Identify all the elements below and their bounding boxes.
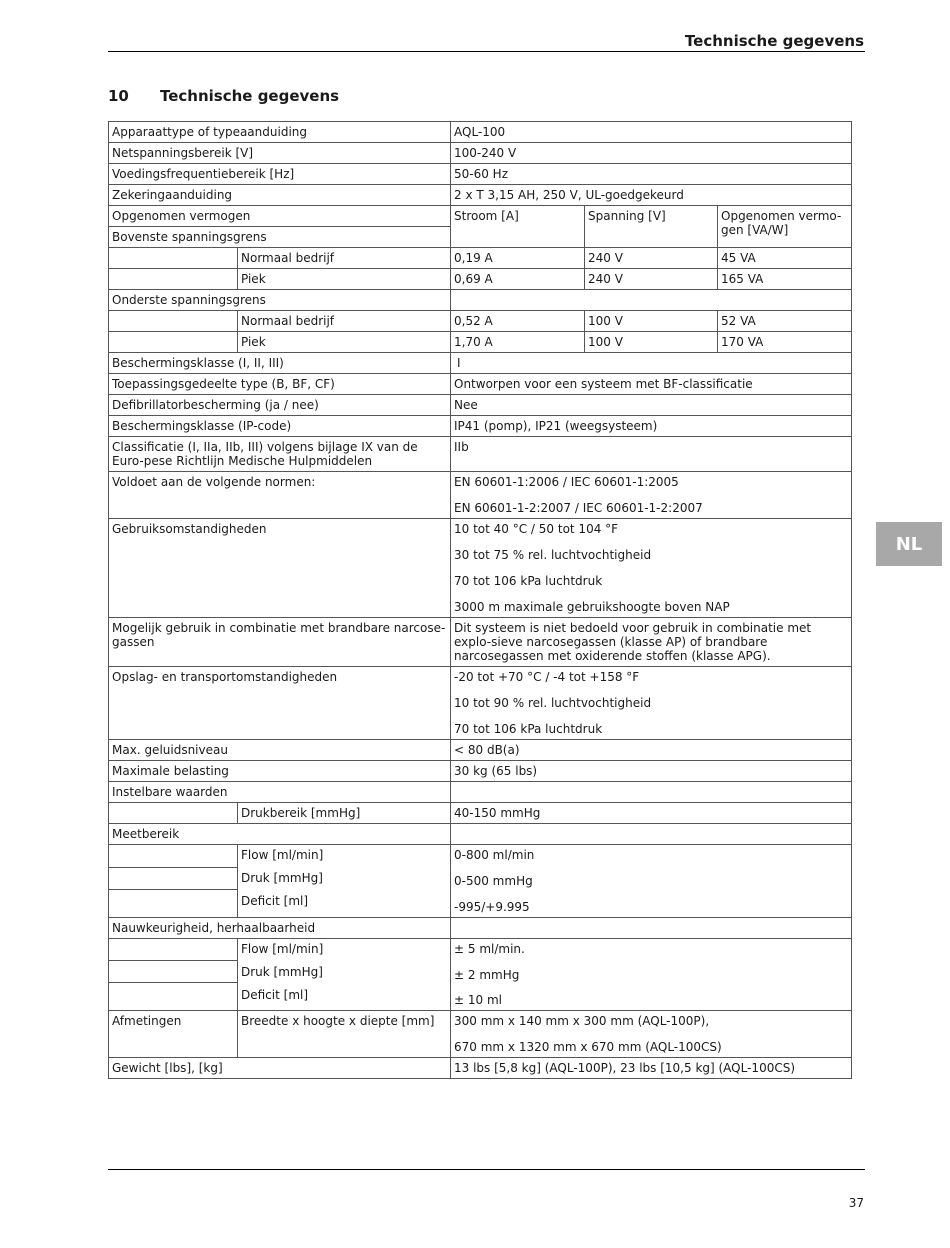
spec-value: 1,70 A [451, 332, 585, 353]
spec-label: Netspanningsbereik [V] [109, 143, 451, 164]
empty-cell [109, 803, 238, 824]
table-row [109, 143, 852, 164]
spec-value: 240 V [585, 248, 718, 269]
table-row [109, 824, 852, 845]
spec-value: 170 VA [718, 332, 852, 353]
spec-value: Nee [451, 395, 852, 416]
spec-value: IIb [451, 437, 852, 472]
spec-label: Meetbereik [109, 824, 451, 845]
section-title: Technische gegevens [160, 87, 340, 105]
spec-label: Afmetingen [109, 1011, 238, 1058]
spec-value: 52 VA [718, 311, 852, 332]
spec-label: Mogelijk gebruik in combinatie met brandbare narcose-gassen [109, 618, 451, 667]
spec-label: Classificatie (I, IIa, IIb, III) volgens bijlage IX van de Euro-pese Richtlijn Medische Hulpmiddelen [109, 437, 451, 472]
empty-cell [109, 961, 238, 983]
spec-value-group [451, 519, 852, 618]
spec-value: 45 VA [718, 248, 852, 269]
spec-sublabel: Flow [ml/min] [241, 942, 324, 956]
spec-sublabel: Deficit [ml] [241, 988, 309, 1002]
spec-label: Beschermingsklasse (IP-code) [109, 416, 451, 437]
spec-sublabel: Flow [ml/min] [241, 848, 324, 862]
spec-value: 13 lbs [5,8 kg] (AQL-100P), 23 lbs [10,5 kg] (AQL-100CS) [451, 1058, 852, 1079]
spec-label: Gewicht [lbs], [kg] [109, 1058, 451, 1079]
empty-cell [451, 918, 852, 939]
spec-value: Ontworpen voor een systeem met BF-classificatie [451, 374, 852, 395]
spec-sublabel: Breedte x hoogte x diepte [mm] [238, 1011, 451, 1058]
spec-value: IP41 (pomp), IP21 (weegsysteem) [451, 416, 852, 437]
spec-value-line: EN 60601-1-2:2007 / IEC 60601-1-2:2007 [454, 501, 703, 515]
spec-value-line: 70 tot 106 kPa luchtdruk [454, 722, 603, 736]
empty-cell [451, 782, 852, 803]
spec-value: 240 V [585, 269, 718, 290]
empty-cell [109, 867, 238, 890]
spec-label: Opslag- en transportomstandigheden [109, 667, 451, 740]
spec-label: Defibrillatorbescherming (ja / nee) [109, 395, 451, 416]
spec-label: Instelbare waarden [109, 782, 451, 803]
table-row [109, 164, 852, 185]
column-header-voltage: Spanning [V] [585, 206, 718, 248]
spec-value-group [451, 1011, 852, 1058]
spec-value-line: -995/+9.995 [454, 900, 530, 914]
spec-label: Opgenomen vermogen [109, 206, 451, 227]
spec-sublabel: Piek [238, 269, 451, 290]
spec-sublabel: Druk [mmHg] [241, 965, 323, 979]
table-row [109, 290, 852, 311]
empty-cell [109, 845, 238, 868]
language-tab: NL [876, 522, 942, 566]
empty-cell [109, 983, 238, 1011]
table-row [109, 472, 852, 519]
spec-label: Beschermingsklasse (I, II, III) [109, 353, 451, 374]
empty-cell [451, 290, 852, 311]
spec-value: 100 V [585, 332, 718, 353]
section-number: 10 [108, 87, 129, 105]
spec-sublabel: Drukbereik [mmHg] [238, 803, 451, 824]
table-row [109, 519, 852, 618]
spec-value: 2 x T 3,15 AH, 250 V, UL-goedgekeurd [451, 185, 852, 206]
spec-value-line: 3000 m maximale gebruikshoogte boven NAP [454, 600, 730, 614]
spec-label: Apparaattype of typeaanduiding [109, 122, 451, 143]
spec-sublabel: Druk [mmHg] [241, 871, 323, 885]
spec-value: 0,52 A [451, 311, 585, 332]
spec-value-line: 670 mm x 1320 mm x 670 mm (AQL-100CS) [454, 1040, 722, 1054]
table-row [109, 939, 852, 961]
table-row [109, 332, 852, 353]
column-header-power: Opgenomen vermo-gen [VA/W] [718, 206, 852, 248]
spec-value: < 80 dB(a) [451, 740, 852, 761]
spec-value: 40-150 mmHg [451, 803, 852, 824]
spec-value-group [451, 939, 852, 1011]
header-rule [108, 51, 865, 52]
table-row [109, 918, 852, 939]
table-row [109, 248, 852, 269]
spec-value: 100-240 V [451, 143, 852, 164]
spec-value: 50-60 Hz [451, 164, 852, 185]
spec-value: I [451, 353, 852, 374]
spec-label: Bovenste spanningsgrens [109, 227, 451, 248]
table-row [109, 122, 852, 143]
spec-sublabel: Normaal bedrijf [238, 248, 451, 269]
table-row [109, 1058, 852, 1079]
column-header-current: Stroom [A] [451, 206, 585, 248]
table-row [109, 206, 852, 227]
spec-value: AQL-100 [451, 122, 852, 143]
spec-value: 30 kg (65 lbs) [451, 761, 852, 782]
footer-rule [108, 1169, 865, 1170]
table-row [109, 845, 852, 868]
spec-value-line: ± 5 ml/min. [454, 942, 525, 956]
empty-cell [451, 824, 852, 845]
spec-value-group [451, 472, 852, 519]
spec-sublabel-group [238, 845, 451, 918]
table-row [109, 437, 852, 472]
table-row [109, 761, 852, 782]
empty-cell [109, 269, 238, 290]
table-row [109, 782, 852, 803]
table-row [109, 395, 852, 416]
spec-label: Zekeringaanduiding [109, 185, 451, 206]
table-row [109, 618, 852, 667]
spec-label: Gebruiksomstandigheden [109, 519, 451, 618]
table-row [109, 269, 852, 290]
spec-value: 0,19 A [451, 248, 585, 269]
spec-value-line: 30 tot 75 % rel. luchtvochtigheid [454, 548, 652, 562]
spec-label: Onderste spanningsgrens [109, 290, 451, 311]
table-row [109, 353, 852, 374]
table-row [109, 667, 852, 740]
empty-cell [109, 332, 238, 353]
running-header-title: Technische gegevens [684, 32, 864, 50]
spec-value-line: EN 60601-1:2006 / IEC 60601-1:2005 [454, 475, 679, 489]
table-row [109, 1011, 852, 1058]
empty-cell [109, 939, 238, 961]
empty-cell [109, 890, 238, 918]
spec-sublabel-group [238, 939, 451, 1011]
spec-label: Voldoet aan de volgende normen: [109, 472, 451, 519]
empty-cell [109, 248, 238, 269]
spec-label: Max. geluidsniveau [109, 740, 451, 761]
spec-value-line: ± 2 mmHg [454, 968, 520, 982]
table-row [109, 311, 852, 332]
table-row [109, 416, 852, 437]
specifications-table [108, 121, 852, 1079]
spec-value-group [451, 845, 852, 918]
empty-cell [109, 311, 238, 332]
spec-value-group [451, 667, 852, 740]
spec-value: Dit systeem is niet bedoeld voor gebruik in combinatie met explo-sieve narcosegassen (klasse AP) of brandbare narcosegassen met oxiderende stoffen (klasse APG). [451, 618, 852, 667]
spec-value-line: 70 tot 106 kPa luchtdruk [454, 574, 603, 588]
spec-label: Maximale belasting [109, 761, 451, 782]
spec-value: 0,69 A [451, 269, 585, 290]
spec-sublabel: Normaal bedrijf [238, 311, 451, 332]
spec-value-line: 300 mm x 140 mm x 300 mm (AQL-100P), [454, 1014, 710, 1028]
table-row [109, 740, 852, 761]
spec-sublabel: Deficit [ml] [241, 894, 309, 908]
spec-value: 100 V [585, 311, 718, 332]
spec-label: Voedingsfrequentiebereik [Hz] [109, 164, 451, 185]
spec-sublabel: Piek [238, 332, 451, 353]
spec-label: Toepassingsgedeelte type (B, BF, CF) [109, 374, 451, 395]
table-row [109, 803, 852, 824]
spec-value-line: 0-800 ml/min [454, 848, 535, 862]
spec-value: 165 VA [718, 269, 852, 290]
spec-value-line: 10 tot 40 °C / 50 tot 104 °F [454, 522, 619, 536]
spec-label: Nauwkeurigheid, herhaalbaarheid [109, 918, 451, 939]
spec-value-line: -20 tot +70 °C / -4 tot +158 °F [454, 670, 640, 684]
spec-value-line: 0-500 mmHg [454, 874, 533, 888]
table-row [109, 185, 852, 206]
table-row [109, 374, 852, 395]
spec-value-line: ± 10 ml [454, 993, 502, 1007]
spec-value-line: 10 tot 90 % rel. luchtvochtigheid [454, 696, 652, 710]
page-number: 37 [848, 1196, 864, 1210]
